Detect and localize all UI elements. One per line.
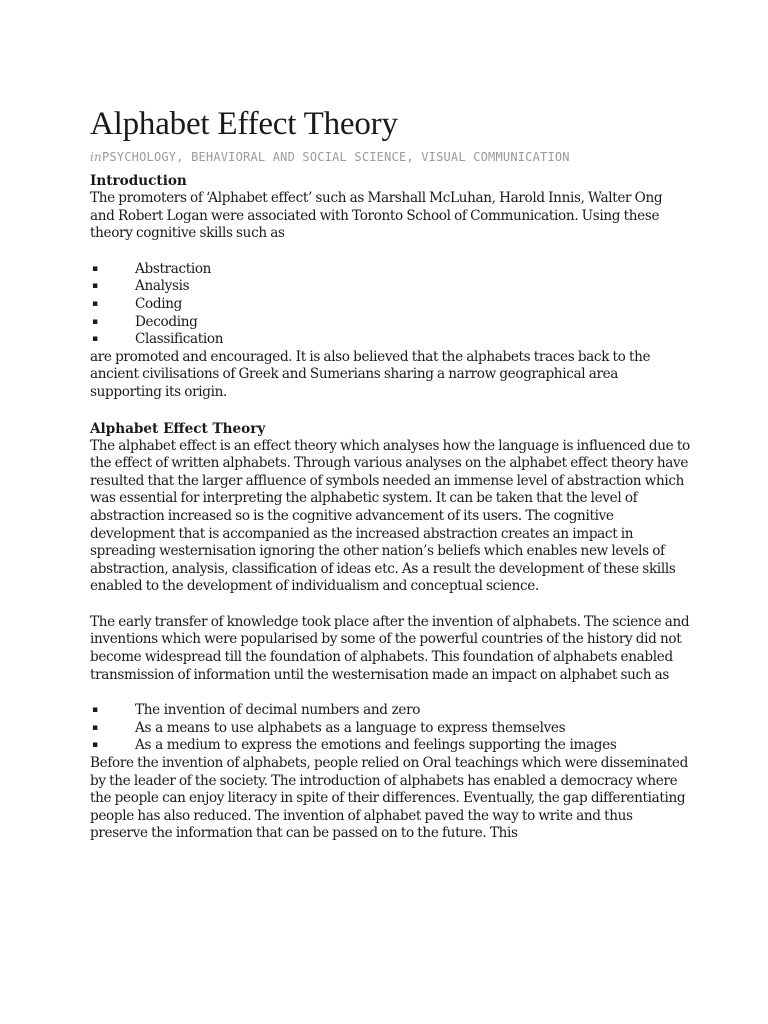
- bullet-icon: ▪: [92, 316, 98, 327]
- article-categories: [90, 148, 690, 166]
- list-item: ▪ Classification: [92, 331, 224, 348]
- bullet-icon: ▪: [92, 705, 98, 716]
- closing-paragraph: Before the invention of alphabets, people relied on Oral teachings which were disseminated by the leader of the society. The introduction of alphabets has enabled a democracy where the people can enjoy literacy in spite of their differences. Eventually, the gap differentiating people has also reduced. The invention of alphabet paved the way to write and thus preserve the information that can be passed on to the future. This: [90, 755, 688, 842]
- list-item: ▪ As a means to use alphabets as a language to express themselves: [92, 719, 566, 736]
- categories-text: PSYCHOLOGY, BEHAVIORAL AND SOCIAL SCIENCE, VISUAL COMMUNICATION: [101, 150, 570, 164]
- list-item: ▪ Decoding: [92, 313, 198, 330]
- bullet-icon: ▪: [92, 281, 98, 292]
- list-item: ▪ Abstraction: [92, 260, 212, 277]
- intro-heading: Introduction: [90, 173, 187, 189]
- document-page: [90, 104, 690, 843]
- bullet-icon: ▪: [92, 740, 98, 751]
- bullet-icon: ▪: [92, 263, 98, 274]
- impacts-list: [90, 702, 690, 755]
- list-item: ▪ The invention of decimal numbers and zero: [92, 702, 421, 719]
- bullet-icon: ▪: [92, 298, 98, 309]
- bullet-icon: ▪: [92, 722, 98, 733]
- intro-paragraph: The promoters of ‘Alphabet effect’ such as Marshall McLuhan, Harold Innis, Walter Ong and Robert Logan were associated with Toronto School of Communication. Using these theory cognitive skills such as: [90, 190, 663, 242]
- categories-prefix: in: [90, 150, 102, 164]
- list-item: ▪ Coding: [92, 295, 182, 312]
- after-skills-paragraph: are promoted and encouraged. It is also believed that the alphabets traces back to the ancient civilisations of Greek and Sumerians sharing a narrow geographical area supporting its origin.: [90, 348, 651, 400]
- bullet-icon: ▪: [92, 334, 98, 345]
- list-item: ▪ As a medium to express the emotions and feelings supporting the images: [92, 737, 617, 754]
- skills-list: [90, 261, 690, 349]
- transfer-paragraph: The early transfer of knowledge took place after the invention of alphabets. The science and inventions which were popularised by some of the powerful countries of the history did not become widespread till the foundation of alphabets. This foundation of alphabets enabled transmission of information until the westernisation made an impact on alphabet such as: [90, 613, 690, 683]
- theory-paragraph: The alphabet effect is an effect theory which analyses how the language is influenced due to the effect of written alphabets. Through various analyses on the alphabet effect theory have resulted that the larger affluence of symbols needed an immense level of abstraction which was essential for interpreting the alphabetic system. It can be taken that the level of abstraction increased so is the cognitive advancement of its users. The cognitive development that is accompanied as the increased abstraction creates an impact in spreading westernisation ignoring the other nation’s beliefs which enables new levels of abstraction, analysis, classification of ideas etc. As a result the development of these skills enabled to the development of individualism and conceptual science.: [90, 437, 690, 595]
- list-item: ▪ Analysis: [92, 278, 190, 295]
- article-title: Alphabet Effect Theory: [90, 106, 398, 142]
- theory-heading: Alphabet Effect Theory: [90, 420, 266, 437]
